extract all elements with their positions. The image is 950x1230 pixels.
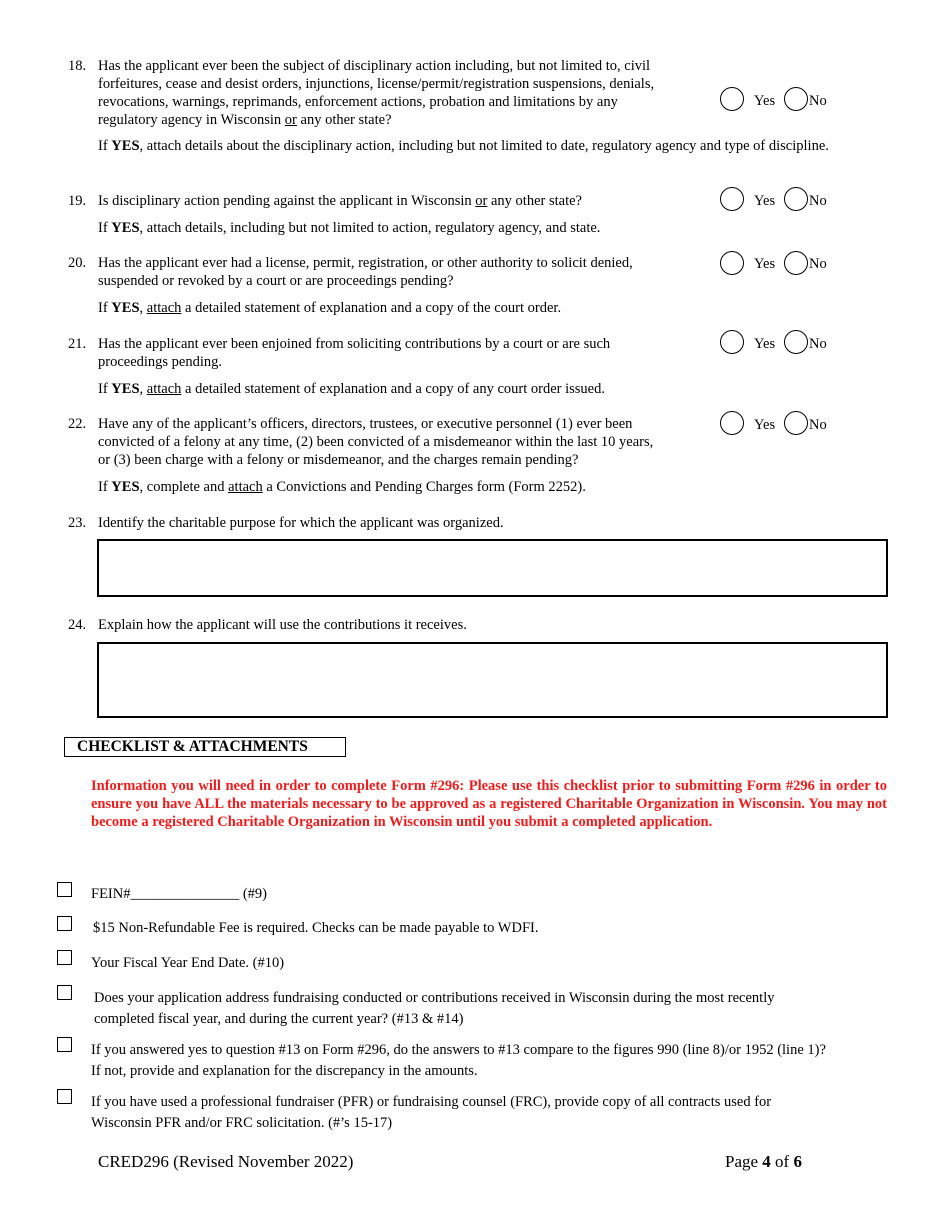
checkbox-comparison[interactable]: [57, 1037, 72, 1052]
form-id: CRED296 (Revised November 2022): [98, 1152, 354, 1171]
checklist-item: If you have used a professional fundraiser (PFR) or fundraising counsel (FRC), provide copy of all contracts used for Wisconsin PFR and/or FRC solicitation. (#’s 15-17): [91, 1094, 772, 1131]
q20-no-radio[interactable]: [784, 251, 808, 275]
question-24-text: Explain how the applicant will use the contributions it receives.: [98, 617, 467, 633]
yes-label: Yes: [754, 336, 776, 352]
q21-no-radio[interactable]: [784, 330, 808, 354]
question-number: 19.: [68, 193, 87, 209]
question-number: 21.: [68, 336, 87, 352]
q22-no-radio[interactable]: [784, 411, 808, 435]
q18-yes-radio[interactable]: [720, 87, 744, 111]
q19-yes-radio[interactable]: [720, 187, 744, 211]
yes-label: Yes: [754, 417, 776, 433]
q19-no-radio[interactable]: [784, 187, 808, 211]
checklist-item: Your Fiscal Year End Date. (#10): [91, 955, 285, 971]
checkbox-fiscal-year[interactable]: [57, 950, 72, 965]
question-23-text: Identify the charitable purpose for which the applicant was organized.: [98, 515, 504, 531]
no-label: No: [809, 336, 827, 352]
question-text: Has the applicant ever had a license, permit, registration, or other authority to solicit denied, suspended or revoked by a court or are proceedings pending?: [98, 255, 633, 289]
question-text: Has the applicant ever been the subject of disciplinary action including, but not limited to, civil forfeitures, cease and desist orders, injunctions, license/permit/registration suspensions, denials, revocations, warnings, reprimands, enforcement actions, probation and limitations by any regulatory agency in Wisconsin or any other state?: [98, 58, 655, 128]
question-note: If YES, attach details about the disciplinary action, including but not limited to date, regulatory agency and type of discipline.: [98, 138, 829, 154]
checklist-item: $15 Non-Refundable Fee is required. Checks can be made payable to WDFI.: [93, 920, 539, 936]
q20-yes-radio[interactable]: [720, 251, 744, 275]
checkbox-fee[interactable]: [57, 916, 72, 931]
no-label: No: [809, 193, 827, 209]
yes-label: Yes: [754, 256, 776, 272]
page-number: Page 4 of 6: [725, 1152, 802, 1171]
q22-yes-radio[interactable]: [720, 411, 744, 435]
checkbox-fundraising[interactable]: [57, 985, 72, 1000]
q24-answer-box[interactable]: [97, 642, 888, 718]
question-note: If YES, attach a detailed statement of explanation and a copy of the court order.: [98, 300, 562, 316]
question-note: If YES, attach a detailed statement of explanation and a copy of any court order issued.: [98, 381, 605, 397]
question-number: 22.: [68, 416, 87, 432]
question-number: 24.: [68, 617, 87, 633]
question-number: 20.: [68, 255, 87, 271]
no-label: No: [809, 417, 827, 433]
q21-yes-radio[interactable]: [720, 330, 744, 354]
checkbox-fein[interactable]: [57, 882, 72, 897]
question-number: 23.: [68, 515, 87, 531]
checklist-heading: CHECKLIST & ATTACHMENTS: [64, 737, 346, 757]
question-number: 18.: [68, 58, 87, 74]
no-label: No: [809, 93, 827, 109]
question-text: Has the applicant ever been enjoined from soliciting contributions by a court or are such proceedings pending.: [98, 336, 611, 370]
question-note: If YES, complete and attach a Convictions and Pending Charges form (Form 2252).: [98, 479, 586, 495]
checklist-notice: Information you will need in order to complete Form #296: Please use this checklist prior to submitting Form #296 in order to ensure you have ALL the materials necessary to be approved as a registered Charitable Organization in Wisconsin. You may not become a registered Charitable Organization in Wisconsin until you submit a completed application.: [91, 778, 887, 830]
q18-no-radio[interactable]: [784, 87, 808, 111]
question-text: Is disciplinary action pending against the applicant in Wisconsin or any other state?: [98, 193, 582, 209]
question-text: Have any of the applicant’s officers, directors, trustees, or executive personnel (1) ever been convicted of a felony at any time, (2) been convicted of a misdemeanor within the last 10 years, or (3) been charge with a felony or misdemeanor, and the charges remain pending?: [98, 416, 654, 468]
yes-label: Yes: [754, 93, 776, 109]
checklist-item: Does your application address fundraising conducted or contributions received in Wisconsin during the most recently completed fiscal year, and during the current year? (#13 & #14): [94, 990, 775, 1027]
no-label: No: [809, 256, 827, 272]
question-note: If YES, attach details, including but not limited to action, regulatory agency, and state.: [98, 220, 601, 236]
checkbox-contracts[interactable]: [57, 1089, 72, 1104]
yes-label: Yes: [754, 193, 776, 209]
checklist-item: If you answered yes to question #13 on Form #296, do the answers to #13 compare to the figures 990 (line 8)/or 1952 (line 1)? If not, provide and explanation for the discrepancy in the amounts.: [91, 1042, 826, 1079]
checklist-item: FEIN#_______________ (#9): [91, 886, 268, 902]
q23-answer-box[interactable]: [97, 539, 888, 597]
